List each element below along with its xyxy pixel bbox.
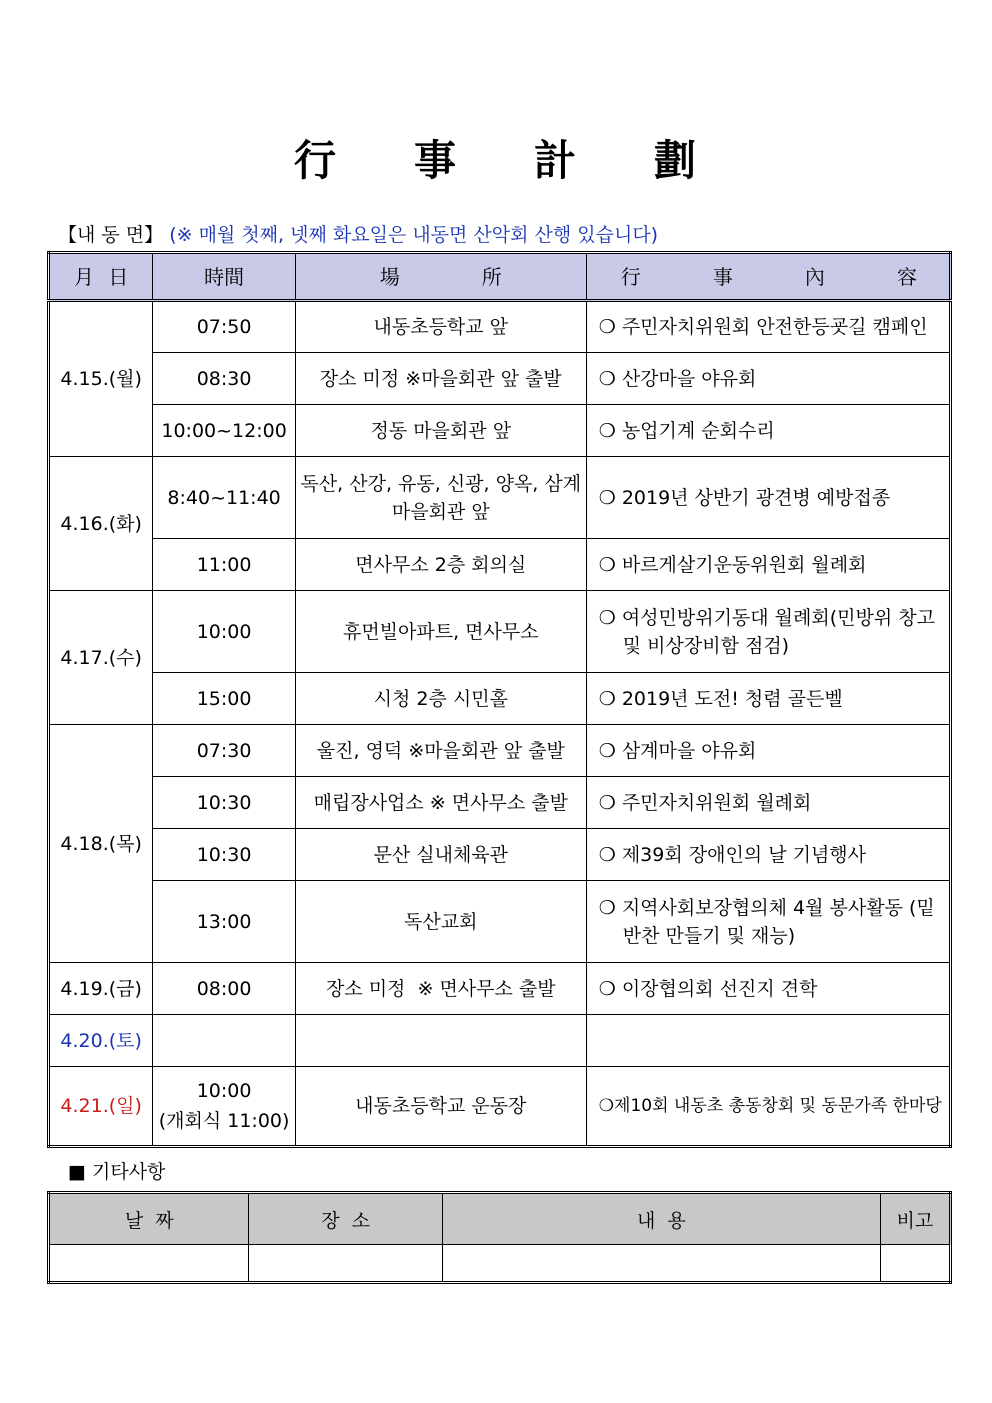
header-date: 月 日 [49,253,153,301]
content-cell: ❍ 지역사회보장협의체 4월 봉사활동 (밑반찬 만들기 및 재능) [586,881,950,963]
content-cell: ❍제10회 내동초 총동창회 및 동문가족 한마당 [586,1067,950,1147]
table-row [49,457,951,539]
table-row [49,405,951,457]
table-row [49,591,951,673]
content-cell: ❍ 여성민방위기동대 월례회(민방위 창고 및 비상장비함 점검) [586,591,950,673]
date-cell: 4.21.(일) [49,1067,153,1147]
place-cell: 장소 미정 ※ 면사무소 출발 [295,963,586,1015]
place-cell [295,1015,586,1067]
content-cell: ❍ 농업기계 순회수리 [586,405,950,457]
etc-header-note: 비고 [880,1193,950,1245]
content-cell: ❍ 삼계마을 야유회 [586,725,950,777]
etc-header-row [49,1193,951,1245]
place-cell: 내동초등학교 앞 [295,301,586,353]
time-cell: 07:30 [153,725,295,777]
table-row [49,353,951,405]
table-row [49,1245,951,1283]
place-cell: 울진, 영덕 ※마을회관 앞 출발 [295,725,586,777]
time-cell: 07:50 [153,301,295,353]
content-cell: ❍ 이장협의회 선진지 견학 [586,963,950,1015]
time-cell: 10:30 [153,829,295,881]
content-cell: ❍ 산강마을 야유회 [586,353,950,405]
schedule-table [47,251,952,1148]
time-cell [153,1015,295,1067]
table-row [49,881,951,963]
etc-header-place: 장 소 [249,1193,442,1245]
time-cell: 08:30 [153,353,295,405]
table-row [49,725,951,777]
time-cell: 13:00 [153,881,295,963]
table-row [49,301,951,353]
date-cell: 4.17.(수) [49,591,153,725]
place-cell: 독산, 산강, 유동, 신광, 양옥, 삼계 마을회관 앞 [295,457,586,539]
table-row [49,829,951,881]
place-cell: 독산교회 [295,881,586,963]
page-title: 行 事 計 劃 [293,136,699,185]
etc-place-cell [249,1245,442,1283]
table-row [49,963,951,1015]
content-cell: ❍ 주민자치위원회 월례회 [586,777,950,829]
content-cell: ❍ 2019년 도전! 청렴 골든벨 [586,673,950,725]
date-cell: 4.18.(목) [49,725,153,963]
place-cell: 면사무소 2층 회의실 [295,539,586,591]
table-row [49,1015,951,1067]
header-place: 場 所 [295,253,586,301]
section-note: (※ 매월 첫째, 넷째 화요일은 내동면 산악회 산행 있습니다) [169,224,659,246]
place-cell: 정동 마을회관 앞 [295,405,586,457]
content-cell: ❍ 주민자치위원회 안전한등굣길 캠페인 [586,301,950,353]
etc-date-cell [49,1245,249,1283]
place-cell: 문산 실내체육관 [295,829,586,881]
time-cell: 08:00 [153,963,295,1015]
content-cell: ❍ 바르게살기운동위원회 월례회 [586,539,950,591]
table-row [49,777,951,829]
department-name: 【내 동 면】 [58,224,164,246]
etc-section-label: ■ 기타사항 [68,1161,166,1183]
place-cell: 시청 2층 시민홀 [295,673,586,725]
etc-note-cell [880,1245,950,1283]
etc-content-cell [442,1245,880,1283]
time-cell: 15:00 [153,673,295,725]
schedule-header-row [49,253,951,301]
date-cell: 4.16.(화) [49,457,153,591]
etc-header-content: 내 용 [442,1193,880,1245]
time-cell: 10:30 [153,777,295,829]
time-cell: 8:40~11:40 [153,457,295,539]
content-cell: ❍ 2019년 상반기 광견병 예방접종 [586,457,950,539]
place-cell: 장소 미정 ※마을회관 앞 출발 [295,353,586,405]
header-content: 行 事 內 容 [586,253,950,301]
time-cell: 11:00 [153,539,295,591]
section-label [58,220,658,247]
etc-table [47,1191,952,1284]
place-cell: 휴먼빌아파트, 면사무소 [295,591,586,673]
place-cell: 내동초등학교 운동장 [295,1067,586,1147]
time-cell: 10:00~12:00 [153,405,295,457]
table-row [49,1067,951,1147]
time-cell: 10:00 [153,591,295,673]
etc-header-date: 날 짜 [49,1193,249,1245]
header-time: 時間 [153,253,295,301]
place-cell: 매립장사업소 ※ 면사무소 출발 [295,777,586,829]
table-row [49,539,951,591]
content-cell [586,1015,950,1067]
date-cell: 4.15.(월) [49,301,153,457]
date-cell: 4.19.(금) [49,963,153,1015]
date-cell: 4.20.(토) [49,1015,153,1067]
content-cell: ❍ 제39회 장애인의 날 기념행사 [586,829,950,881]
time-cell: 10:00 (개회식 11:00) [153,1067,295,1147]
table-row [49,673,951,725]
